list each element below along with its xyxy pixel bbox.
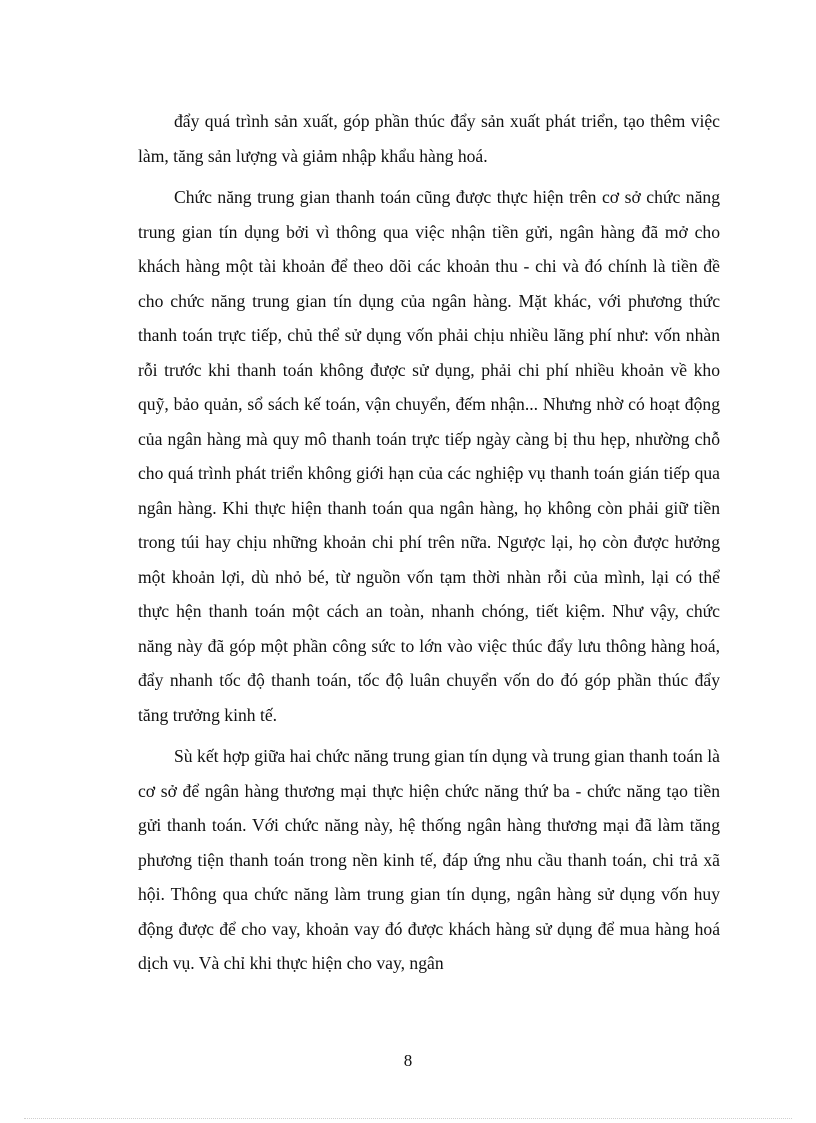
paragraph-3: Sù kết hợp giữa hai chức năng trung gian tín dụng và trung gian thanh toán là cơ sở để ngân hàng thương mại thực hiện chức năng thứ ba - chức năng tạo tiền gửi thanh toán. Với chức năng này, hệ thống ngân hàng thương mại đã làm tăng phương tiện thanh toán trong nền kinh tế, đáp ứng nhu cầu thanh toán, chi trả xã hội. Thông qua chức năng làm trung gian tín dụng, ngân hàng sử dụng vốn huy động được để cho vay, khoản vay đó được khách hàng sử dụng để mua hàng hoá dịch vụ. Và chỉ khi thực hiện cho vay, ngân bbox=[138, 746, 720, 973]
paragraph-2: Chức năng trung gian thanh toán cũng được thực hiện trên cơ sở chức năng trung gian tín dụng bởi vì thông qua việc nhận tiền gửi, ngân hàng đã mở cho khách hàng một tài khoản để theo dõi các khoản thu - chi và đó chính là tiền đề cho chức năng trung gian tín dụng của ngân hàng. Mặt khác, với phương thức thanh toán trực tiếp, chủ thể sử dụng vốn phải chịu nhiều lãng phí như: vốn nhàn rỗi trước khi thanh toán không được sử dụng, phải chi phí nhiều khoản về kho quỹ, bảo quản, sổ sách kế toán, vận chuyển, đếm nhận... Nhưng nhờ có hoạt động của ngân hàng mà quy mô thanh toán trực tiếp ngày càng bị thu hẹp, nhường chỗ cho quá trình phát triển không giới hạn của các nghiệp vụ thanh toán gián tiếp qua ngân hàng. Khi thực hiện thanh toán qua ngân hàng, họ không còn phải giữ tiền trong túi hay chịu những khoản chi phí trên nữa. Ngược lại, họ còn được hưởng một khoản lợi, dù nhỏ bé, từ nguồn vốn tạm thời nhàn rỗi của mình, lại có thể thực hện thanh toán một cách an toàn, nhanh chóng, tiết kiệm. Như vậy, chức năng này đã góp một phần công sức to lớn vào việc thúc đẩy lưu thông hàng hoá, đẩy nhanh tốc độ thanh toán, tốc độ luân chuyển vốn do đó góp phần thúc đẩy tăng trưởng kinh tế. bbox=[138, 187, 720, 725]
paragraph-1: đẩy quá trình sản xuất, góp phần thúc đẩy sản xuất phát triển, tạo thêm việc làm, tăng sản lượng và giảm nhập khẩu hàng hoá. bbox=[138, 111, 720, 166]
page-bottom-divider bbox=[24, 1118, 792, 1119]
body-text bbox=[138, 104, 720, 981]
page-number: 8 bbox=[403, 1051, 413, 1070]
